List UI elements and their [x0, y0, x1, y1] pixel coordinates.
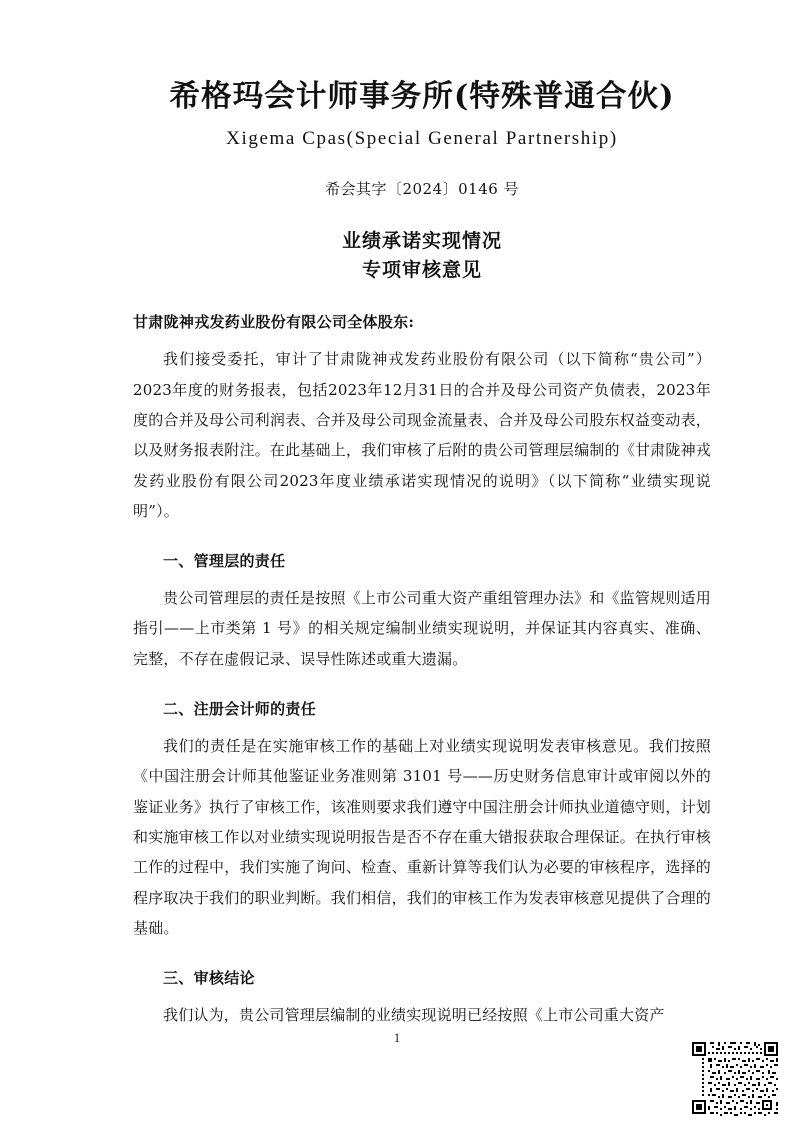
- firm-name-chinese: 希格玛会计师事务所(特殊普通合伙): [169, 79, 675, 114]
- document-title-line1: 业绩承诺实现情况: [341, 229, 502, 252]
- section-text-conclusion: 我们认为，贵公司管理层编制的业绩实现说明已经按照《上市公司重大资产: [163, 1006, 665, 1025]
- section-heading-cpa-responsibility: 二、注册会计师的责任: [163, 700, 317, 719]
- intro-paragraph: 我们接受委托，审计了甘肃陇神戎发药业股份有限公司（以下简称“贵公司”）2023年度的财务报表，包括2023年12月31日的合并及母公司资产负债表，2023年度的合并及母公司利润表、合并及母公司现金流量表、合并及母公司股东权益变动表，以及财务报表附注。在此基础上，我们审核了后附的贵公司管理层编制的《甘肃陇神戎发药业股份有限公司2023年度业绩承诺实现情况的说明》（以下简称“业绩实现说明”）。: [133, 350, 711, 520]
- addressee: 甘肃陇神戎发药业股份有限公司全体股东:: [133, 313, 415, 332]
- section-heading-management-responsibility: 一、管理层的责任: [163, 552, 286, 571]
- section-heading-conclusion: 三、审核结论: [163, 969, 255, 988]
- section-text-management-responsibility: 贵公司管理层的责任是按照《上市公司重大资产重组管理办法》和《监管规则适用指引——上市类第 1 号》的相关规定编制业绩实现说明，并保证其内容真实、准确、完整，不存在虚假记录、误导性陈述或重大遗漏。: [133, 589, 711, 668]
- document-title: [133, 227, 711, 286]
- document-title-line2: 专项审核意见: [361, 258, 482, 281]
- qr-code-icon: [690, 1040, 782, 1118]
- document-content: [133, 78, 711, 1030]
- document-number: 希会其字〔2024〕0146 号: [324, 179, 520, 198]
- section-text-cpa-responsibility: 我们的责任是在实施审核工作的基础上对业绩实现说明发表审核意见。我们按照《中国注册会计师其他鉴证业务准则第 3101 号——历史财务信息审计或审阅以外的鉴证业务》执行了审核工作，该准则要求我们遵守中国注册会计师执业道德守则，计划和实施审核工作以对业绩实现说明报告是否不存在重大错报获取合理保证。在执行审核工作的过程中，我们实施了询问、检查、重新计算等我们认为必要的审核程序，选择的程序取决于我们的职业判断。我们相信，我们的审核工作为发表审核意见提供了合理的基础。: [133, 737, 711, 937]
- firm-name-english: Xigema Cpas(Special General Partnership): [226, 127, 618, 149]
- page-number: 1: [393, 1030, 401, 1045]
